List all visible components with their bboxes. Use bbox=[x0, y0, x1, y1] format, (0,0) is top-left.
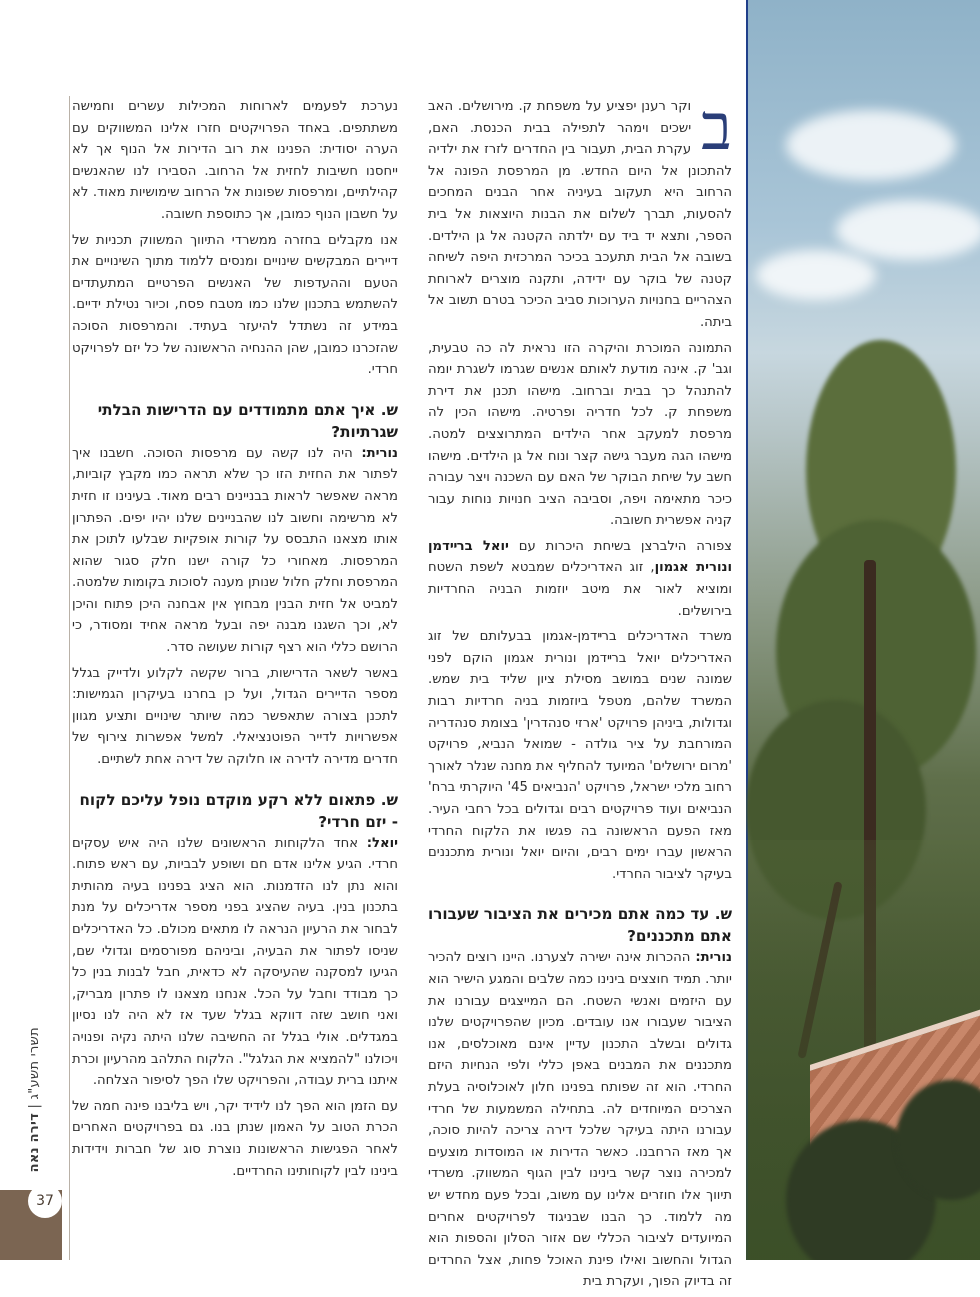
interview-question: ש. איך אתם מתמודדים עם הדרישות הבלתי שגרתיות? bbox=[97, 400, 398, 441]
interview-answer bbox=[72, 443, 398, 659]
speaker-label: נורית: bbox=[695, 950, 732, 966]
interview-answer bbox=[72, 833, 398, 1092]
issue-date: תשרי תשע"ג bbox=[26, 1027, 42, 1100]
paragraph: באשר לשאר הדרישות, ברור שקשה לקלוע ולדייק בגלל מספר הדיירים הגדול, ועל כן בחרנו בעיקרון הגמישות: לתכנן בצורה שתאפשר כמה שיותר שינויים ותציע מגוון אפשרויות לדייר הפוטנציאלי. למשל אפשרות צירוף של חדרים מדירה לדירה או חלוקה של דירה אחת לשתיים. bbox=[72, 665, 398, 768]
interview-answer bbox=[428, 947, 732, 1293]
article-column-left bbox=[72, 96, 398, 1186]
cloud-shape bbox=[756, 250, 876, 300]
paragraph-text: צפורה הילברצן בשיחת היכרות עם bbox=[508, 538, 732, 554]
speaker-label: יואל: bbox=[366, 835, 398, 851]
column-rule bbox=[69, 96, 70, 1260]
cloud-shape bbox=[836, 200, 980, 260]
article-photo bbox=[746, 0, 980, 1260]
folio-separator: | bbox=[26, 1104, 42, 1109]
paragraph-text: , זוג האדריכלים שמבטא לשפת השטח ומוציא לאור את מיטב יוזמות הבניה החרדיות בירושלים. bbox=[428, 560, 732, 619]
page-number: 37 bbox=[28, 1184, 62, 1218]
answer-text: ההכרות אינה ישירה לצערנו. היינו רוצים להכיר יותר. תמיד חוצצים בינינו כמה שלבים והמגע הישיר הוא עם היזמים ואנשי השטח. הם המייצגים עבורנו את הציבור שעבורו אנו עובדים. מכיון שהפרויקטים שלנו גדולים ובשלב התכנון עדיין אינם מאוכלסים, אנו מתכננים את המבנים באפן כללי ולפי הנחיות היזם החרדי. הוא זה שפותח בפנינו חלון לאוכלוסיה בעלת הצרכים המיוחדים לה. בתחילה המשמעות של חרדי עבורנו היתה בעיקר שלכל דירה צריכה להיות סוכה, אך מאז הרחבנו. כאשר הדירות או המוסדות מוצעים למכירה נוצר קשר בינינו לבין הגוף המשווק. משרדי תיווך אלו חוזרים אלינו עם משוב, ובכל פעם מחדש יש מה ללמוד. כך הבנו שבניגוד לפרויקטים אחרים המיועדים לציבור הכללי שם אזור הסלון והספות הוא הגדול והחשוב ואילו פינת האוכל פחות, אצל החרדים זה בדיוק הפוך, ועקרת בית bbox=[428, 950, 732, 1290]
interview-question: ש. עד כמה אתם מכירים את הציבור שעבורו אתם מתכננים? bbox=[428, 905, 732, 946]
folio-text bbox=[27, 1027, 42, 1172]
magazine-brand: דירה נאה bbox=[26, 1113, 42, 1173]
answer-text: אחד הלקוחות הראשונים שלנו היה איש עסקים חרדי. הגיע אלינו אדם חם ושופע לבביות, עם ראש פתוח. והוא נתן לנו הזדמנות. הוא הציג בפנינו בעיה מהותית בתכנון בנין. בעיה שהציג בפני מספר אדריכלים על מנת לבחור את הרעיון הנראה לו מתאים מכולם. כל האדריכלים שניסו לפתור את הבעיה, וביניהם מפורסמים וגדולי שם, הגיעו למסקנה שהעיסקה לא כדאית, חבל לבנות בנין כל כך מבודד וחבל על הכל. אנחנו מצאנו לו פתרון מבריק, ואני חושב שזה דווקא בגלל שעד אז לא היה לנו נסיון במגדלים. אולי בגלל זה החשיבה שלנו היתה נקיה ופנויה ויכולנו "להמציא את הגלגל". הלקוח התלהב מהרעיון וכרת איתנו ברית עבודה, והפרויקט שלו הפך לסיפור הצלחה. bbox=[72, 835, 398, 1089]
intro-paragraph bbox=[428, 91, 732, 334]
paragraph: נערכת לפעמים לארוחות המכילות עשרים וחמישה משתתפים. באחד הפרויקטים חזרו אלינו המשווקים עם הערה יסודית: הפנינו את רוב הדירות אל הנוף אך לא ייחסנו חשיבות לחזית אל הרחוב. הסבירו לנו שהאנשים קהילתיים, ומרפסות שפונות אל הרחוב שימושיות מאוד. לא על חשבון הנוף כמובן, אך כתוספת חשובה. bbox=[72, 99, 398, 222]
paragraph: התמונה המוכרת והיקרה הזו נראית לה כה טבעית, וגב' ק. אינה מודעת לאותם אנשים שגרמו לשגרת יומה להתנהל כך בבית וברחוב. מישהו תכנן את דירת משפחת ק. לכל חדריה ופרטיה. מישהו הכין לה מרפסת למעקב אחר הילדים המתרוצצים למטה. מישהו הגה מעבר גישה קצר ונוח אל גן הילדים. מישהו חשב על שיחת הבוקר של האם עם השכנה ויצר עבורה כיכר מתאימה ויפה, וסביבה הציב חנויות נוחות עבור קניה אפשרית חשובה. bbox=[428, 340, 732, 529]
speaker-label: נורית: bbox=[361, 445, 398, 461]
article-column-right bbox=[428, 91, 732, 1297]
folio bbox=[14, 1020, 54, 1180]
interview-question: ש. פתאום ללא רקע מוקדם נופל עליכם לקוח - יזם חרדי? bbox=[79, 790, 398, 831]
paragraph: עם הזמן הוא הפך לנו לידיד יקר, ויש בליבנו פינה חמה של הכרת הטוב על האמון שנתן בנו. גם בפרויקטים האחרים לאחר הפגישות הראשונות נוצרת סוג של חברות וידידות בינינו לבין לקוחותינו החרדיים. bbox=[72, 1098, 398, 1179]
answer-text: היה לנו קשה עם מרפסות הסוכה. חשבנו איך לפתור את החזית הזו כך שלא תראה כמו מקבץ קוביות, מראה שאפשר לראות בבניינים רבים מאוד. בעינינו זו חזית לא מרשימה וחשוב לנו שהבניינים שלנו יהיו יפים. הפתרון אותו מצאנו התבסס על קורות אופקיות שבלעו לתוכן את המרפסות. מאחורי כל קורה ישנו חלק סגור שהוא המרפסת וחלק חלול שנותן מענה לסוכות בקומות שלמטה. למביט אל חזית הבנין מבחוץ אין אבחנה היכן פתוח והיכן לא, וכך השגנו מבנה יפה ובעל מראה אחיד ומסודר, כי הרושם כללי הוא רצף קורות שעושה סדר. bbox=[72, 445, 398, 656]
cloud-shape bbox=[786, 110, 956, 180]
paragraph bbox=[428, 536, 732, 622]
intro-text: וקר רענן יפציע על משפחת ק. מירושלים. האב ישכים וימהר לתפילה בבית הכנסת. האם, עקרת הבית, תעבור בין החדרים לזרז את ילדיה להתכונן אל היום החדש. מן המרפסת הפונה אל הרחוב היא תעקוב בעיניה אחר הבנים המחכים להסעות, תברך לשלום את הבנות היוצאות אל בית הספר, ותצא יד ביד עם ילדתה הקטנה אל גן הילדים. בשובה אל הבית תתעכב בכיכר המרכזית היפה לשיחה קטנה של בוקר עם ידידה, ותקנה מוצרים לארוחת הצהריים בחנויות הערוכות סביב הכיכר בטרם תשוב אל ביתה. bbox=[428, 99, 732, 330]
architect-names: יואל ברײדמן ונורית אגמון bbox=[428, 538, 732, 576]
paragraph: אנו מקבלים בחזרה ממשרדי התיווך המשווק תכניות של דיירים המבקשים שינויים ומנסים ללמוד מתוך השינויים את הטעם וההעדפות של האנשים הפרטיים המתעתדים להשתמש בתכנון שלנו כמו מטבח פסח, וכיור נטילת ידיים. במידע זה נשתדל להיעזר בעתיד. והמרפסות הסוכה שהזכרנו כמובן, שהן ההנחיה הראשונה של כל יזם לפרויקט חרדי. bbox=[72, 232, 398, 378]
paragraph: משרד האדריכלים ברײדמן-אגמון בבעלותם של זוג האדריכלים יואל ברײדמן ונורית אגמון הוקם לפני שמונה שנים במושב מסילת ציון שליד בית שמש. המשרד שלהם, מטפל ביוזמות בניה חרדיות רבות וגדולות, ביניהן פרויקט 'ארזי סנהדרין' בצומת סנהדריה המורחבת על ציר גולדה - שמואל הנביא, פרויקט 'מרום ירושלים' המיועד להחליף את מחנה שנלר לאורך רחוב מלכי ישראל, פרויקט 'הנביאים 45' היוקרתי ברח' הנביאים ועוד פרויקטים רבים וגדולים בכל רחבי העיר. מאז הפעם הראשונה בה פגשו את הלקוח החרדי הראשון עברו ימים רבים, והיום יואל ונורית מתכננים בעיקר לציבור החרדי. bbox=[428, 629, 732, 882]
drop-cap: ב bbox=[701, 91, 732, 165]
